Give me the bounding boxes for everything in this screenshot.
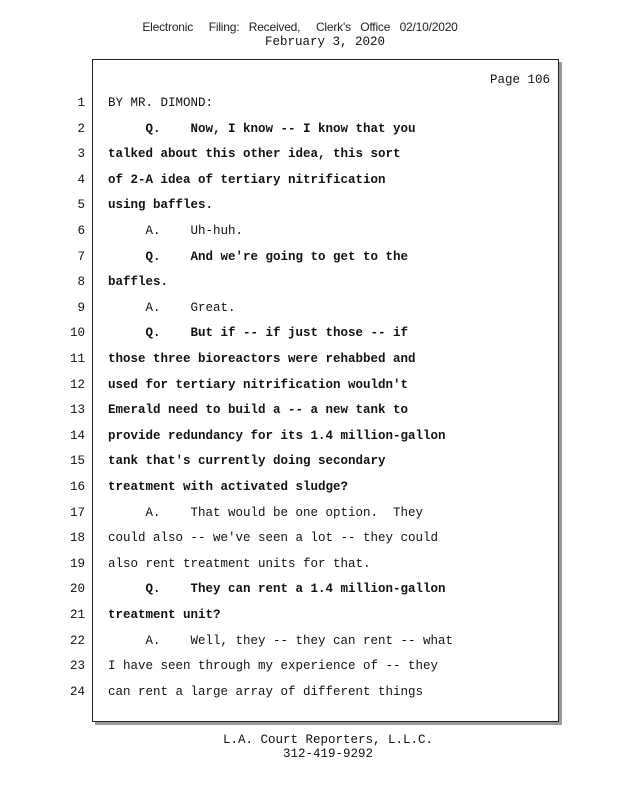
- transcript-line: tank that's currently doing secondary: [108, 454, 386, 468]
- transcript-line: treatment unit?: [108, 608, 221, 622]
- transcript-line: A. Great.: [108, 301, 236, 315]
- line-number: 15: [69, 454, 85, 468]
- line-number: 20: [69, 582, 85, 596]
- transcript-line: could also -- we've seen a lot -- they could: [108, 531, 439, 545]
- line-number: 22: [69, 634, 85, 648]
- transcript-line: A. Uh-huh.: [108, 224, 244, 238]
- transcript-line: I have seen through my experience of -- they: [108, 659, 439, 673]
- transcript-line: can rent a large array of different things: [108, 685, 424, 699]
- transcript-line: Q. They can rent a 1.4 million-gallon: [108, 582, 446, 596]
- line-number: 16: [69, 480, 85, 494]
- footer-firm: L.A. Court Reporters, L.L.C.: [222, 733, 434, 747]
- transcript-line: Q. And we're going to get to the: [108, 250, 409, 264]
- line-number: 1: [77, 96, 85, 110]
- line-number: 5: [77, 198, 85, 212]
- line-number: 19: [69, 557, 85, 571]
- transcript-line: BY MR. DIMOND:: [108, 96, 214, 110]
- transcript-line: Q. Now, I know -- I know that you: [108, 122, 416, 136]
- line-number: 21: [69, 608, 85, 622]
- line-number: 8: [77, 275, 85, 289]
- line-number: 4: [77, 173, 85, 187]
- line-number: 23: [69, 659, 85, 673]
- line-number: 10: [69, 326, 85, 340]
- line-number: 9: [77, 301, 85, 315]
- transcript-line: those three bioreactors were rehabbed and: [108, 352, 416, 366]
- transcript-line: A. Well, they -- they can rent -- what: [108, 634, 454, 648]
- line-number: 13: [69, 403, 85, 417]
- transcript-line: talked about this other idea, this sort: [108, 147, 401, 161]
- line-number: 24: [69, 685, 85, 699]
- transcript-line: treatment with activated sludge?: [108, 480, 349, 494]
- filing-stamp: Electronic Filing: Received, Clerk's Office 02/10/2020: [142, 20, 458, 34]
- transcript-line: Emerald need to build a -- a new tank to: [108, 403, 409, 417]
- transcript-line: provide redundancy for its 1.4 million-gallon: [108, 429, 446, 443]
- transcript-line: baffles.: [108, 275, 169, 289]
- line-number: 17: [69, 506, 85, 520]
- transcript-line: also rent treatment units for that.: [108, 557, 371, 571]
- line-number: 2: [77, 122, 85, 136]
- line-number: 14: [69, 429, 85, 443]
- line-number: 12: [69, 378, 85, 392]
- line-number: 7: [77, 250, 85, 264]
- line-number: 6: [77, 224, 85, 238]
- page-number: Page 106: [489, 73, 550, 87]
- footer-phone: 312-419-9292: [282, 747, 373, 761]
- line-number: 11: [69, 352, 85, 366]
- line-number: 18: [69, 531, 85, 545]
- transcript-line: used for tertiary nitrification wouldn't: [108, 378, 409, 392]
- line-number: 3: [77, 147, 85, 161]
- transcript-line: using baffles.: [108, 198, 214, 212]
- transcript-line: of 2-A idea of tertiary nitrification: [108, 173, 386, 187]
- transcript-line: A. That would be one option. They: [108, 506, 424, 520]
- transcript-line: Q. But if -- if just those -- if: [108, 326, 409, 340]
- header-date: February 3, 2020: [264, 35, 386, 49]
